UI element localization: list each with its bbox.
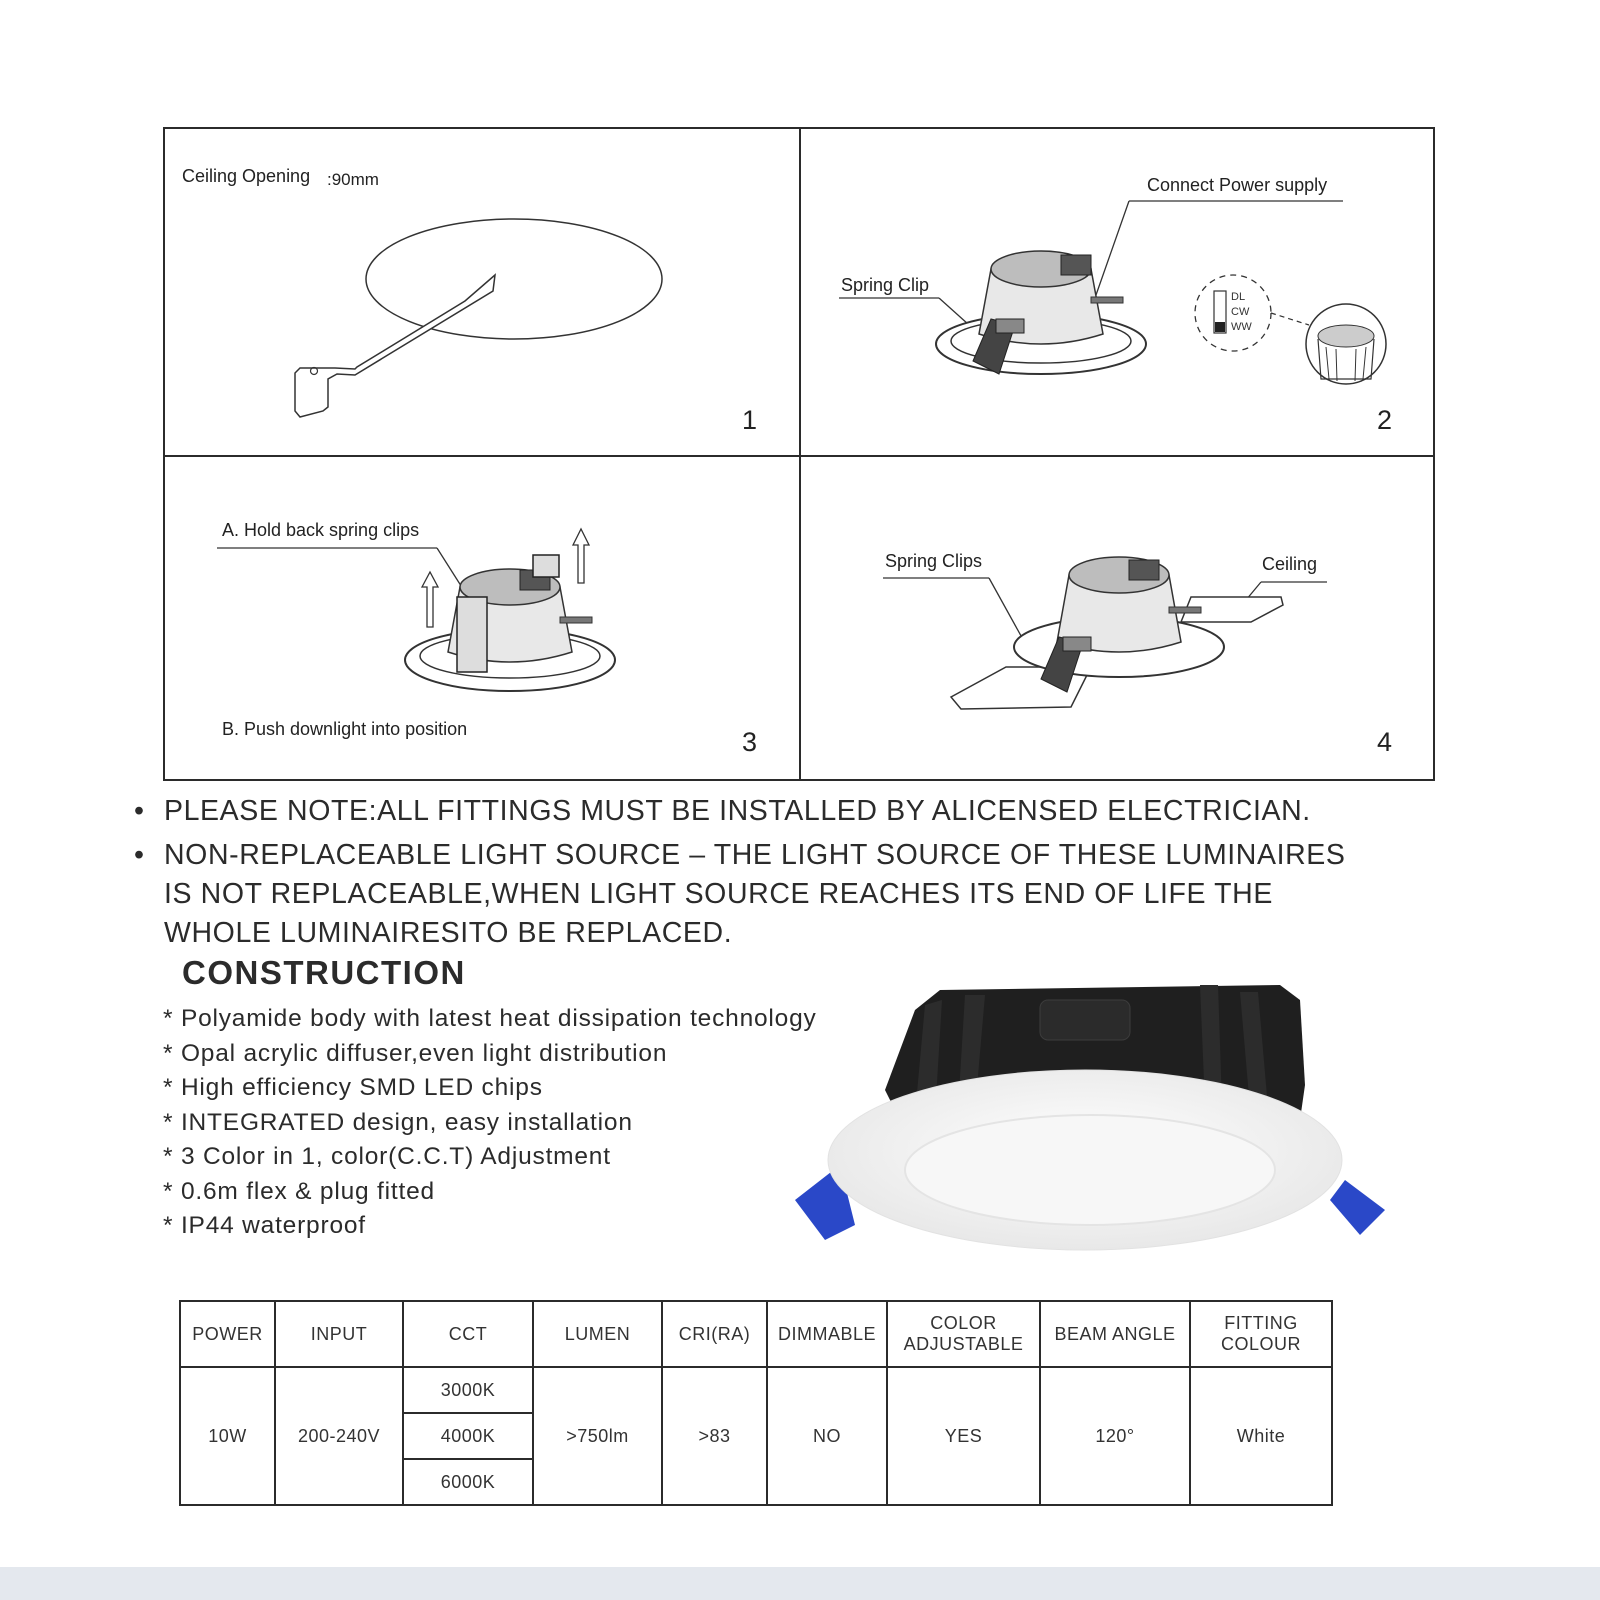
ceiling-label: Ceiling <box>1262 554 1318 574</box>
header-cri: CRI(RA) <box>662 1301 767 1367</box>
header-input: INPUT <box>275 1301 403 1367</box>
cell-cct-4000k: 4000K <box>403 1413 533 1459</box>
header-fitting-colour-line2: COLOUR <box>1220 1334 1301 1354</box>
cct-switch-icon <box>1195 275 1386 384</box>
step-panel-3 <box>165 457 799 781</box>
hold-back-clips-label: A. Hold back spring clips <box>222 520 420 540</box>
switch-ww-label: WW <box>1231 321 1252 333</box>
note-line: WHOLE LUMINAIRESITO BE REPLACED. <box>164 917 733 949</box>
step-number-1: 1 <box>742 405 758 435</box>
header-color-adjustable-line1: COLOR <box>930 1313 997 1333</box>
header-dimmable: DIMMABLE <box>767 1301 887 1367</box>
footer-bar <box>0 1567 1600 1600</box>
construction-feature-list <box>163 1005 817 1247</box>
header-power: POWER <box>180 1301 275 1367</box>
downlight-icon <box>936 251 1146 374</box>
spring-clip-label: Spring Clip <box>841 275 930 295</box>
saw-blade-icon <box>295 275 495 417</box>
installation-notes <box>134 792 1444 958</box>
connect-power-label: Connect Power supply <box>1147 175 1328 195</box>
cell-input: 200-240V <box>275 1367 403 1505</box>
installation-steps-grid <box>163 127 1435 781</box>
table-row <box>180 1367 1332 1413</box>
feature-item: * INTEGRATED design, easy installation <box>163 1108 633 1136</box>
diffuser <box>905 1115 1275 1225</box>
construction-title: CONSTRUCTION <box>182 954 466 991</box>
trim-ring <box>828 1070 1342 1250</box>
step-number-4: 4 <box>1377 727 1393 757</box>
feature-item: * IP44 waterproof <box>163 1212 366 1239</box>
cell-fitting-colour: White <box>1190 1367 1332 1505</box>
header-cct: CCT <box>403 1301 533 1367</box>
step-panel-1 <box>165 129 799 455</box>
power-connection-illustration <box>801 129 1435 455</box>
step-panel-4 <box>801 457 1435 781</box>
downlight-icon <box>1014 557 1224 692</box>
header-fitting-colour <box>1190 1301 1332 1367</box>
cell-cct-3000k: 3000K <box>403 1367 533 1413</box>
feature-item: * High efficiency SMD LED chips <box>163 1074 543 1101</box>
note-line: IS NOT REPLACEABLE,WHEN LIGHT SOURCE REACHES ITS END OF LIFE THE <box>164 878 1273 910</box>
spring-clip-illustration <box>165 457 799 781</box>
ceiling-hole-outline <box>366 219 662 339</box>
note-licensed-electrician <box>134 792 1444 831</box>
cell-beam-angle: 120° <box>1040 1367 1190 1505</box>
step-panel-2 <box>801 129 1435 455</box>
push-downlight-label: B. Push downlight into position <box>222 719 468 739</box>
cell-cct-6000k: 6000K <box>403 1459 533 1505</box>
note-bullet: • <box>134 795 145 827</box>
switch-dl-label: DL <box>1231 291 1246 303</box>
installed-downlight-illustration <box>801 457 1435 781</box>
ceiling-cutout-illustration <box>165 129 799 455</box>
note-line: PLEASE NOTE:ALL FITTINGS MUST BE INSTALLED BY ALICENSED ELECTRICIAN. <box>164 795 1311 827</box>
heatsink-body <box>885 985 1305 1120</box>
note-non-replaceable <box>134 836 1444 953</box>
step-number-2: 2 <box>1377 405 1393 435</box>
feature-item: * Opal acrylic diffuser,even light distribution <box>163 1039 668 1067</box>
table-header-row <box>180 1301 1332 1367</box>
cell-power: 10W <box>180 1367 275 1505</box>
spring-clips-label: Spring Clips <box>885 551 983 571</box>
cell-dimmable: NO <box>767 1367 887 1505</box>
spring-clip-right <box>1330 1180 1385 1235</box>
opening-size-label: :90mm <box>327 170 379 189</box>
header-beam-angle: BEAM ANGLE <box>1040 1301 1190 1367</box>
header-color-adjustable-line2: ADJUSTABLE <box>903 1334 1024 1354</box>
note-line: NON-REPLACEABLE LIGHT SOURCE – THE LIGHT SOURCE OF THESE LUMINAIRES <box>164 839 1346 871</box>
up-arrow-icon-2 <box>573 529 589 583</box>
feature-item: * 3 Color in 1, color(C.C.T) Adjustment <box>163 1143 611 1170</box>
header-color-adjustable <box>887 1301 1040 1367</box>
switch-cw-label: CW <box>1231 306 1250 318</box>
header-fitting-colour-line1: FITTING <box>1224 1313 1298 1333</box>
step-number-3: 3 <box>742 727 758 757</box>
cell-cri: >83 <box>662 1367 767 1505</box>
feature-item: * Polyamide body with latest heat dissipation technology <box>163 1005 817 1032</box>
cell-lumen: >750lm <box>533 1367 662 1505</box>
ceiling-opening-label: Ceiling Opening <box>182 166 311 186</box>
up-arrow-icon <box>422 572 438 627</box>
cell-color-adjustable: YES <box>887 1367 1040 1505</box>
header-lumen: LUMEN <box>533 1301 662 1367</box>
specification-table <box>179 1300 1333 1506</box>
note-bullet: • <box>134 839 145 871</box>
feature-item: * 0.6m flex & plug fitted <box>163 1177 435 1205</box>
